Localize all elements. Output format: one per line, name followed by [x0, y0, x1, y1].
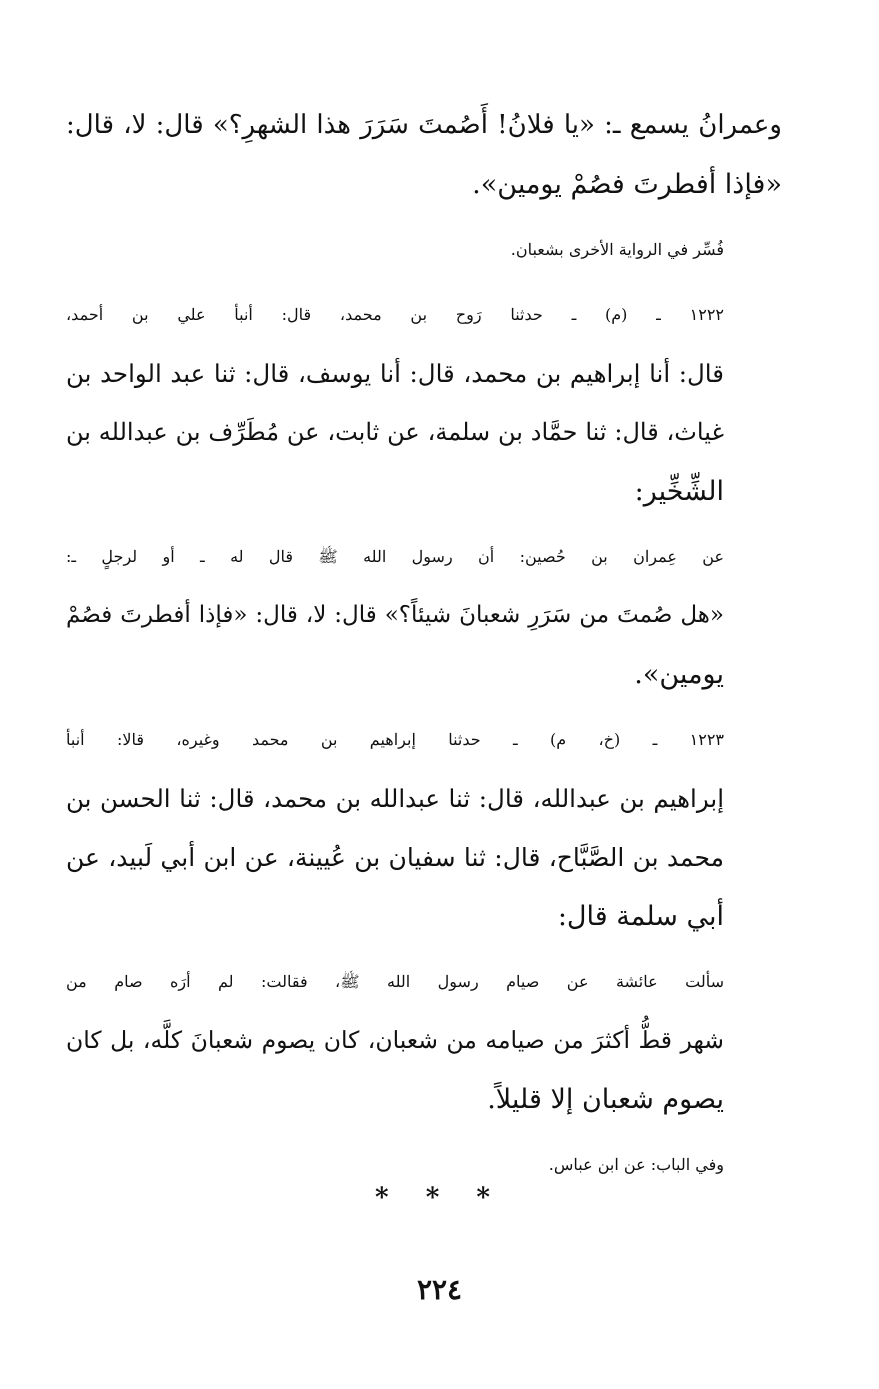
- text-line: ١٢٢٢ ـ (م) ـ حدثنا رَوح بن محمد، قال: أنبأ علي بن أحمد،: [66, 305, 724, 324]
- hadith-1223-isnad: [66, 710, 782, 946]
- text-line: عن عِمران بن حُصين: أن رسول الله ﷺ قال له ـ أو لرجلٍ ـ:: [66, 547, 724, 566]
- page-number: ٢٢٤: [416, 1273, 463, 1306]
- text-line: «فإذا أفطرتَ فصُمْ يومين».: [472, 169, 782, 200]
- page-body: [66, 96, 782, 1194]
- paragraph-1: [66, 96, 782, 214]
- text-line: ١٢٢٣ ـ (خ، م) ـ حدثنا إبراهيم بن محمد وغيره، قالا: أنبأ: [66, 730, 724, 749]
- text-line: وعمرانُ يسمع ـ: «يا فلانُ! أَصُمتَ سَرَرَ هذا الشهرِ؟» قال: لا، قال:: [66, 110, 782, 140]
- text-line: محمد بن الصَّبَّاح، قال: ثنا سفيان بن عُيينة، عن ابن أبي لَبيد، عن: [66, 843, 724, 872]
- text-line: الشِّخِّير:: [634, 476, 724, 507]
- text-line: فُسِّر في الرواية الأخرى بشعبان.: [510, 240, 724, 259]
- paragraph-2: [66, 220, 782, 279]
- text-line: قال: أنا إبراهيم بن محمد، قال: أنا يوسف، قال: ثنا عبد الواحد بن: [66, 359, 724, 388]
- text-line: وفي الباب: عن ابن عباس.: [548, 1155, 724, 1174]
- hadith-1223-matn: [66, 952, 782, 1129]
- text-line: إبراهيم بن عبدالله، قال: ثنا عبدالله بن محمد، قال: ثنا الحسن بن: [66, 784, 724, 813]
- text-line: أبي سلمة قال:: [557, 901, 724, 932]
- section-separator: * * *: [375, 1183, 504, 1213]
- hadith-1222-matn: [66, 527, 782, 704]
- text-line: يومين».: [634, 659, 724, 690]
- text-line: «هل صُمتَ من سَرَرِ شعبانَ شيئاً؟» قال: لا، قال: «فإذا أفطرتَ فصُمْ: [66, 602, 724, 628]
- text-line: شهر قطُّ أكثرَ من صيامه من شعبان، كان يصوم شعبانَ كلَّه، بل كان: [66, 1026, 724, 1054]
- hadith-1222-isnad: [66, 285, 782, 521]
- text-line: سألت عائشة عن صيام رسول الله ﷺ، فقالت: لم أرَه صام من: [66, 972, 724, 991]
- text-line: غياث، قال: ثنا حمَّاد بن سلمة، عن ثابت، عن مُطَرِّف بن عبدالله بن: [66, 418, 724, 446]
- text-line: يصوم شعبان إلا قليلاً.: [487, 1084, 724, 1115]
